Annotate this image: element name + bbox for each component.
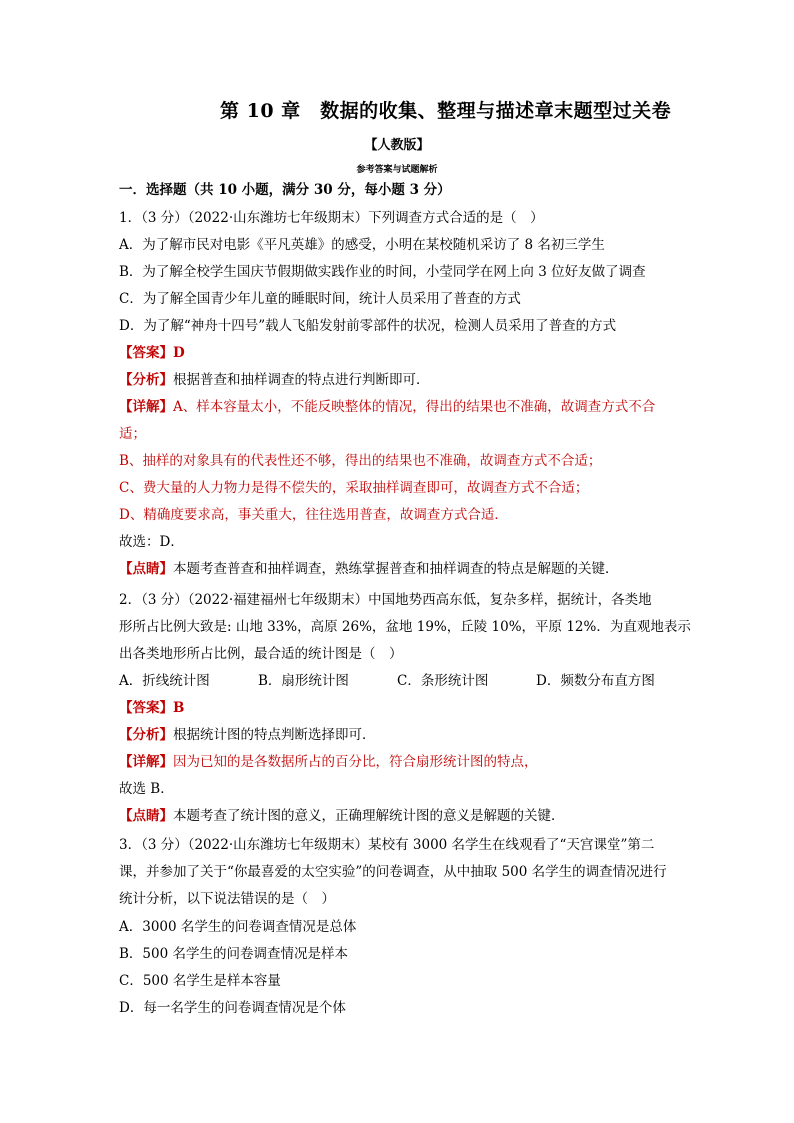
q1-detail-b: B、抽样的对象具有的代表性还不够，得出的结果也不准确，故调查方式不合适； [119,453,602,469]
detail-text: A、样本容量太小，不能反映整体的情况，得出的结果也不准确，故调查方式不合 [173,399,656,415]
detail-text: 因为已知的是各数据所占的百分比，符合扇形统计图的特点， [173,754,538,770]
q2-answer [119,698,184,718]
q1-analysis [119,370,430,390]
answers-subtitle: 参考答案与试题解析 [356,165,438,175]
q3-option-a: A．3000 名学生的问卷调查情况是总体 [119,919,357,935]
q3-option-c: C．500 名学生是样本容量 [119,973,281,989]
q1-answer [119,343,185,363]
q2-option-a: A．折线统计图 [119,673,210,689]
q2-analysis [119,725,376,745]
detail-tag: 【详解】 [119,754,173,770]
q1-option-a: A．为了解市民对电影《平凡英雄》的感受，小明在某校随机采访了 8 名初三学生 [119,237,605,253]
answer-tag: 【答案】 [119,345,173,361]
q1-stem: 1．（3 分）（2022·山东潍坊七年级期末）下列调查方式合适的是（ ） [119,210,544,226]
comment-text: 本题考查普查和抽样调查，熟练掌握普查和抽样调查的特点是解题的关键． [173,561,619,577]
edition-label: 【人教版】 [364,138,430,153]
q3-stem-1: 3．（3 分）（2022·山东潍坊七年级期末）某校有 3000 名学生在线观看了“天宫课堂”第二 [119,837,655,853]
q3-option-d: D．每一名学生的问卷调查情况是个体 [119,1000,346,1016]
q3-stem-3: 统计分析，以下说法错误的是（ ） [119,891,335,907]
q2-detail [119,752,538,772]
q1-detail-cont: 适； [119,426,146,442]
comment-text: 本题考查了统计图的意义，正确理解统计图的意义是解题的关键． [173,808,565,824]
q2-option-b: B．扇形统计图 [258,673,349,689]
analysis-tag: 【分析】 [119,727,173,743]
analysis-text: 根据统计图的特点判断选择即可． [173,727,376,743]
comment-tag: 【点睛】 [119,561,173,577]
q2-option-c: C．条形统计图 [397,673,489,689]
q1-detail [119,397,655,417]
q1-option-b: B．为了解全校学生国庆节假期做实践作业的时间，小莹同学在网上向 3 位好友做了调查 [119,264,646,280]
q2-stem-2: 形所占比例大致是: 山地 33%，高原 26%，盆地 19%，丘陵 10%，平原 12%．为直观地表示 [119,619,691,635]
answer-tag: 【答案】 [119,700,173,716]
comment-tag: 【点睛】 [119,808,173,824]
q3-stem-2: 课，并参加了关于“你最喜爱的太空实验”的问卷调查，从中抽取 500 名学生的调查情况进行 [119,864,667,880]
page-title: 第 10 章 数据的收集、整理与描述章末题型过关卷 [220,100,672,122]
section-heading: 一．选择题（共 10 小题，满分 30 分，每小题 3 分） [119,182,451,198]
answer-value: B [173,700,185,716]
q1-choose: 故选：D． [119,534,184,550]
q3-option-b: B．500 名学生的问卷调查情况是样本 [119,946,348,962]
q1-detail-c: C、费大量的人力物力是得不偿失的，采取抽样调查即可，故调查方式不合适； [119,480,589,496]
q1-detail-d: D、精确度要求高，事关重大，往往选用普查，故调查方式合适． [119,507,508,523]
q2-option-d: D．频数分布直方图 [536,673,655,689]
q2-comment [119,806,565,826]
analysis-text: 根据普查和抽样调查的特点进行判断即可． [173,372,430,388]
q1-option-d: D．为了解“神舟十四号”载人飞船发射前零部件的状况，检测人员采用了普查的方式 [119,318,617,334]
q1-option-c: C．为了解全国青少年儿童的睡眠时间，统计人员采用了普查的方式 [119,291,521,307]
analysis-tag: 【分析】 [119,372,173,388]
q1-comment [119,559,619,579]
q2-stem-3: 出各类地形所占比例，最合适的统计图是（ ） [119,646,403,662]
detail-tag: 【详解】 [119,399,173,415]
q2-choose: 故选 B． [119,781,174,797]
answer-value: D [173,345,185,361]
q2-stem-1: 2．（3 分）（2022·福建福州七年级期末）中国地势西高东低，复杂多样，据统计，各类地 [119,592,652,608]
